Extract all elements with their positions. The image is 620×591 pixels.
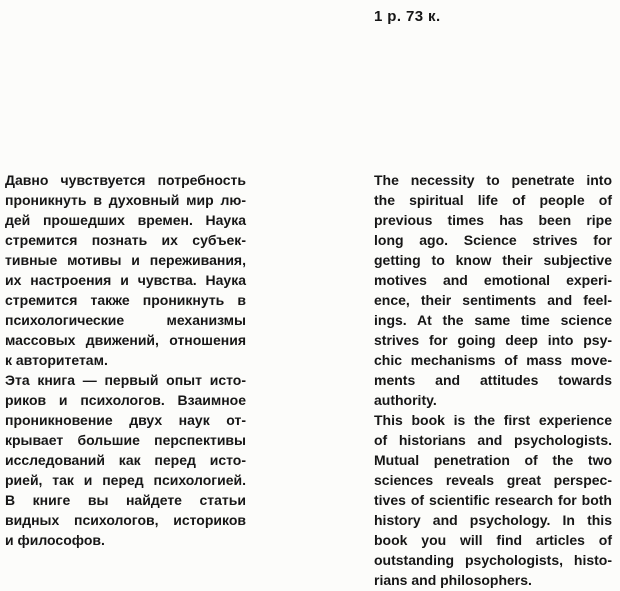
text-line: стремится также проникнуть в	[5, 292, 247, 308]
text-line: и философов.	[5, 532, 105, 548]
text-line: тивные мотивы и переживания,	[5, 252, 246, 268]
text-line: В книге вы найдете статьи	[5, 492, 246, 508]
text-line: authority.	[374, 392, 437, 408]
text-line: Mutual penetration of the two	[374, 452, 613, 468]
russian-column	[5, 170, 246, 550]
text-line: rians and philosophers.	[374, 572, 532, 588]
text-line: Эта книга — первый опыт исто-	[5, 372, 246, 388]
text-line: Давно чувствуется потребность	[5, 172, 246, 188]
english-column	[374, 170, 612, 590]
text-line: The necessity to penetrate into	[374, 172, 612, 188]
text-line: проникновение двух наук от-	[5, 412, 246, 428]
paragraph-en-2	[374, 410, 612, 590]
text-line: видных психологов, историков	[5, 512, 246, 528]
text-line: previous times has been ripe	[374, 212, 612, 228]
text-line: outstanding psychologists, histo-	[374, 552, 612, 568]
paragraph-en-1	[374, 170, 612, 410]
text-line: проникнуть в духовный мир лю-	[5, 192, 247, 208]
text-line: tives of scientific research for both	[374, 492, 612, 508]
text-line: long ago. Science strives for	[374, 232, 612, 248]
text-line: исследований как перед исто-	[5, 452, 246, 468]
text-line: ence, their sentiments and feel-	[374, 292, 613, 308]
text-line: к авторитетам.	[5, 352, 108, 368]
text-line: motives and emotional experi-	[374, 272, 613, 288]
text-line: ments and attitudes towards	[374, 372, 612, 388]
text-line: крывает большие перспективы	[5, 432, 246, 448]
price-label: 1 р. 73 к.	[374, 8, 441, 25]
text-line: ings. At the same time science	[374, 312, 612, 328]
text-line: стремится познать их субъек-	[5, 232, 246, 248]
text-line: of historians and psychologists.	[374, 432, 613, 448]
text-line: the spiritual life of people of	[374, 192, 612, 208]
text-line: chic mechanisms of mass move-	[374, 352, 613, 368]
text-line: sciences reveals great perspec-	[374, 472, 612, 488]
text-line: strives for going deep into psy-	[374, 332, 613, 348]
text-line: history and psychology. In this	[374, 512, 612, 528]
text-line: психологические механизмы	[5, 312, 246, 328]
paragraph-ru-2	[5, 370, 246, 550]
text-line: getting to know their subjective	[374, 252, 612, 268]
text-line: риков и психологов. Взаимное	[5, 392, 246, 408]
text-line: дей прошедших времен. Наука	[5, 212, 247, 228]
text-line: This book is the first experience	[374, 412, 613, 428]
text-line: массовых движений, отношения	[5, 332, 246, 348]
paragraph-ru-1	[5, 170, 246, 370]
text-line: их настроения и чувства. Наука	[5, 272, 246, 288]
text-line: book you will find articles of	[374, 532, 612, 548]
text-line: рией, так и перед психологией.	[5, 472, 246, 488]
